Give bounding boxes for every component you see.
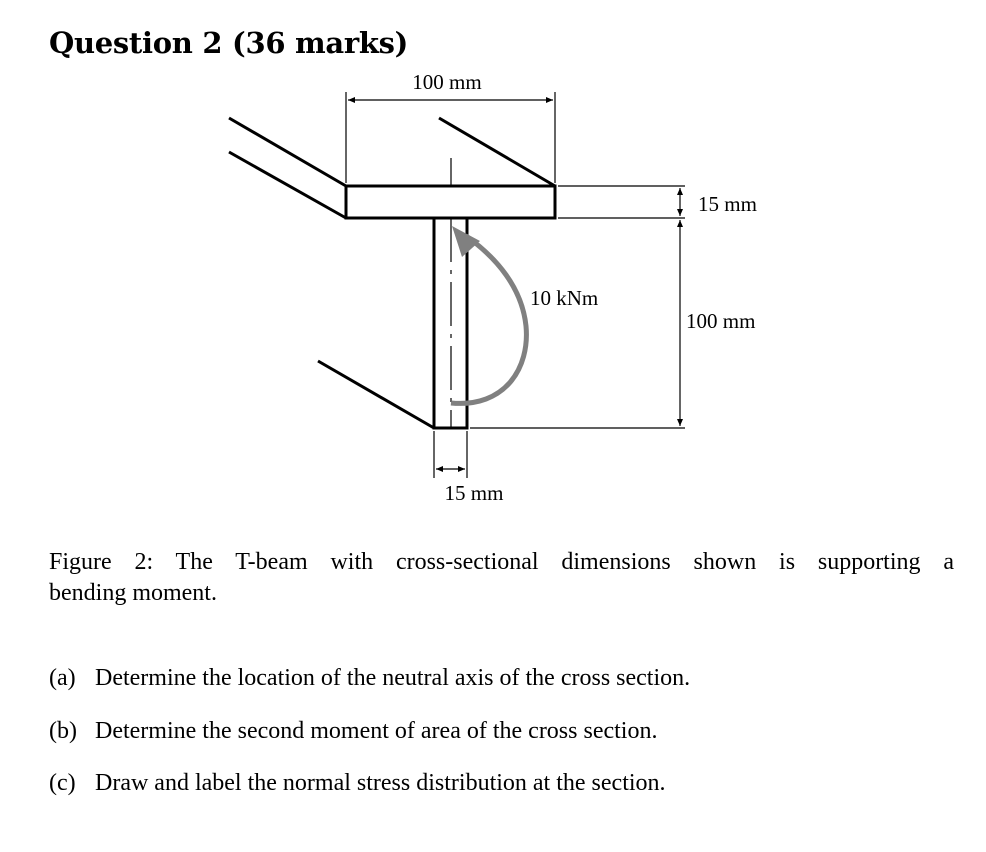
dim-web-thickness [434, 431, 467, 478]
question-part [49, 768, 690, 821]
question-part-text: Determine the location of the neutral axis of the cross section. [95, 665, 691, 691]
dim-web-height-label: 100 mm [686, 309, 756, 333]
caption-line-1: Figure 2: The T-beam with cross-sectional dimensions shown is supporting a [49, 549, 954, 575]
dim-web-thickness-label: 15 mm [444, 481, 504, 505]
caption-line-2: bending moment. [49, 580, 217, 606]
question-part-tag: (b) [49, 717, 77, 744]
dim-web-height [470, 220, 685, 428]
question-part-text: Draw and label the normal stress distribution at the section. [95, 770, 666, 796]
question-part-tag: (a) [49, 665, 76, 691]
flange-rect [346, 186, 555, 218]
question-part-tag: (c) [49, 770, 76, 796]
question-parts-list [49, 663, 690, 821]
dim-flange-width-label: 100 mm [412, 70, 482, 94]
flange-top-back-edge [229, 118, 346, 186]
question-part [49, 663, 690, 716]
figure-caption [49, 547, 954, 609]
question-part [49, 716, 690, 769]
question-part-text: Determine the second moment of area of the cross section. [95, 717, 658, 744]
flange-right-back-edge [439, 118, 555, 186]
moment-label: 10 kNm [530, 286, 599, 310]
question-heading: Question 2 (36 marks) [49, 26, 409, 60]
dim-flange-thickness [558, 186, 685, 218]
flange-bottom-back-edge [229, 152, 346, 218]
dim-flange-thickness-label: 15 mm [698, 192, 757, 216]
web-bottom-back-edge [318, 361, 434, 428]
